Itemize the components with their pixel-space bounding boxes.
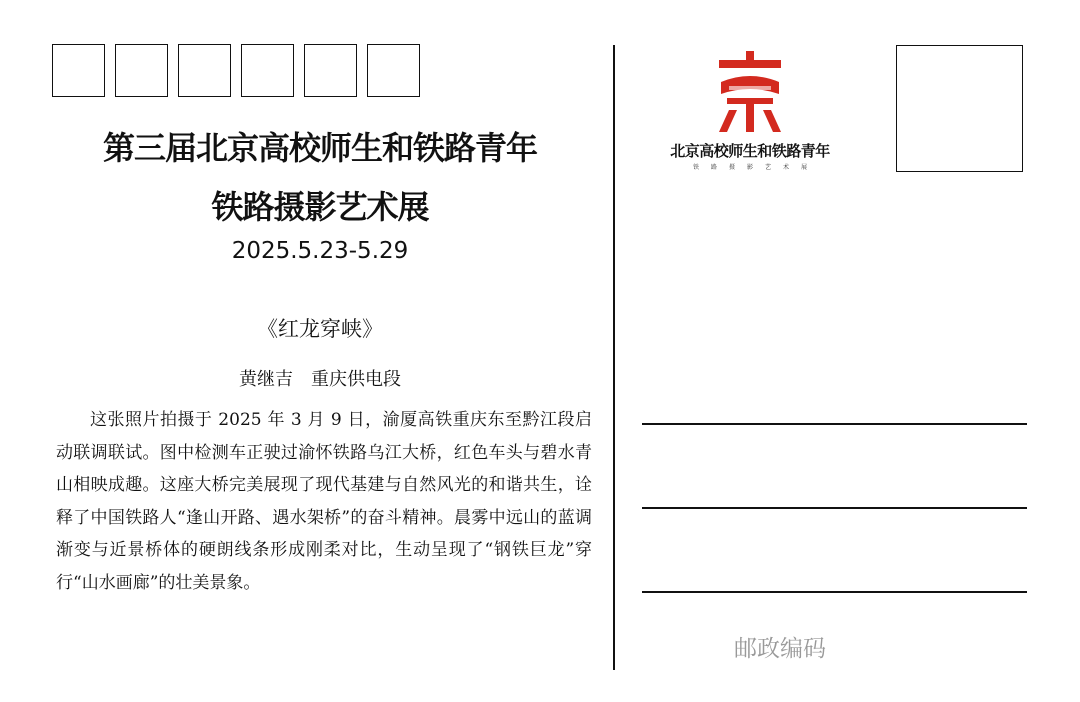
center-divider <box>613 45 615 670</box>
address-line[interactable] <box>642 507 1027 509</box>
postcode-box[interactable] <box>115 44 168 97</box>
postcode-box[interactable] <box>178 44 231 97</box>
address-line[interactable] <box>642 591 1027 593</box>
postcode-box[interactable] <box>304 44 357 97</box>
photo-author: 黄继吉 重庆供电段 <box>239 369 401 390</box>
railway-logo-icon <box>715 48 785 134</box>
postcode-label: 邮政编码 <box>734 636 826 662</box>
address-line[interactable] <box>642 423 1027 425</box>
exhibition-title-line-2: 铁路摄影艺术展 <box>211 188 429 226</box>
exhibition-date: 2025.5.23-5.29 <box>231 238 409 264</box>
logo-title: 北京高校师生和铁路青年 <box>670 142 830 160</box>
postcode-box[interactable] <box>241 44 294 97</box>
stamp-box <box>896 45 1023 172</box>
postcode-box[interactable] <box>367 44 420 97</box>
exhibition-title-line-1: 第三届北京高校师生和铁路青年 <box>102 129 537 167</box>
logo-subtitle: 铁路摄影艺术展 <box>692 164 819 171</box>
postcode-boxes <box>52 44 420 97</box>
postcode-box[interactable] <box>52 44 105 97</box>
exhibition-logo <box>650 48 850 171</box>
photo-title: 《红龙穿峡》 <box>257 317 383 341</box>
photo-description: 这张照片拍摄于 2025 年 3 月 9 日，渝厦高铁重庆东至黔江段启动联调联试。图中检测车正驶过渝怀铁路乌江大桥，红色车头与碧水青山相映成趣。这座大桥完美展现了现代基建与自然风光的和谐共生，诠释了中国铁路人“逢山开路、遇水架桥”的奋斗精神。晨雾中远山的蓝调渐变与近景桥体的硬朗线条形成刚柔对比，生动呈现了“钢铁巨龙”穿行“山水画廊”的壮美景象。 <box>56 410 592 593</box>
